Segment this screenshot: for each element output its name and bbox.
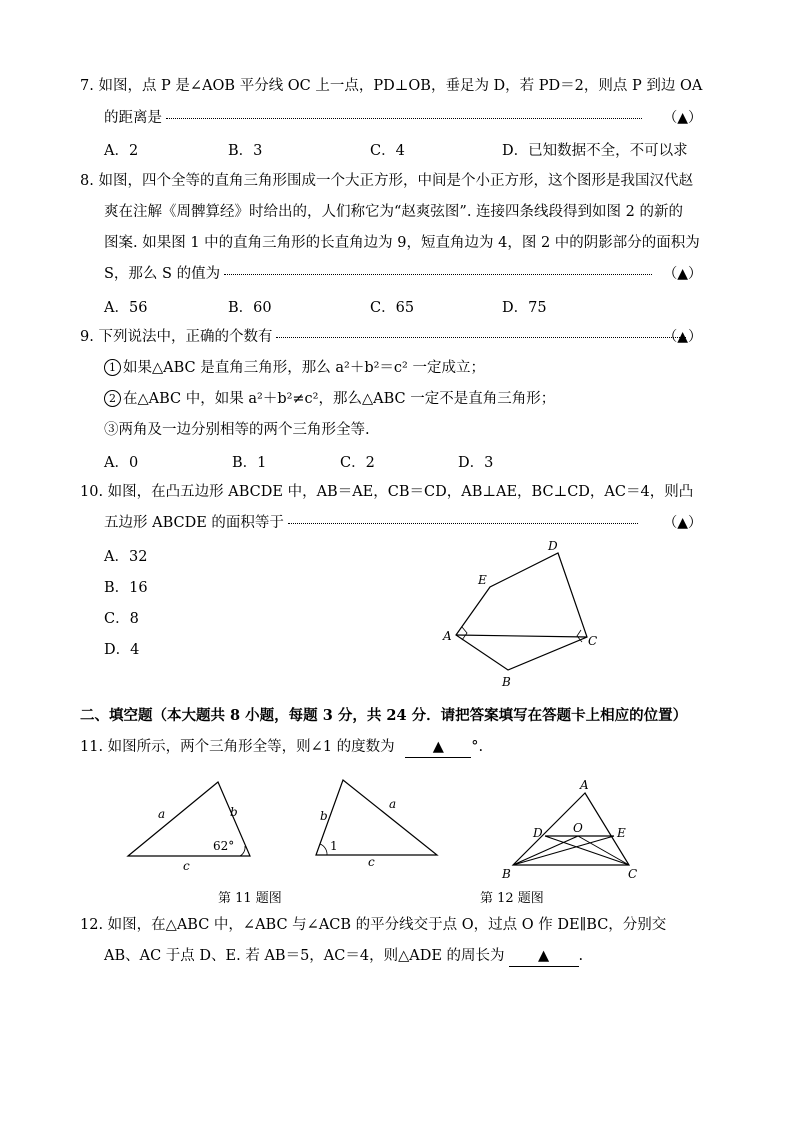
q9-line1-text: 9. 下列说法中，正确的个数有 xyxy=(80,329,273,345)
label-e: E xyxy=(478,573,487,587)
tri2-label-b: b xyxy=(320,809,328,823)
q12-label-d: D xyxy=(533,826,543,840)
q10-line1: 10. 如图，在凸五边形 ABCDE 中，AB＝AE，CB＝CD，AB⊥AE，BC⊥CD，AC＝4，则凸 xyxy=(80,484,694,500)
label-a: A xyxy=(443,629,452,643)
q12-line2 xyxy=(104,946,583,967)
label-c: C xyxy=(588,634,598,648)
angle-arc-1 xyxy=(320,844,327,855)
q8-line3: 图案. 如果图 1 中的直角三角形的长直角边为 9，短直角边为 4，图 2 中的阴影部分的面积为 xyxy=(104,235,700,251)
q12-segment-dc xyxy=(545,836,629,865)
q8-line4-text: S，那么 S 的值为 xyxy=(104,266,221,282)
angle-arc-62 xyxy=(240,846,245,856)
tri1-label-c: c xyxy=(183,859,190,873)
q12-line1: 12. 如图，在△ABC 中，∠ABC 与∠ACB 的平分线交于点 O，过点 O 作 DE∥BC，分别交 xyxy=(80,917,667,933)
q12-label-a: A xyxy=(580,778,589,792)
label-b: B xyxy=(502,675,511,689)
q11-figure-caption: 第 11 题图 xyxy=(218,891,282,906)
q8-answer-mark: （▲） xyxy=(663,266,702,282)
q10-option-d: D．4 xyxy=(104,642,140,658)
q12-label-c: C xyxy=(628,867,638,881)
q7-option-b: B．3 xyxy=(228,143,263,159)
circled-number-2: 2 xyxy=(104,390,121,407)
tri2-label-a: a xyxy=(389,797,397,811)
q11-text-after: °. xyxy=(471,739,484,755)
q7-line2-text: 的距离是 xyxy=(104,110,162,126)
q8-line1: 8. 如图，四个全等的直角三角形围成一个大正方形，中间是个小正方形，这个图形是我国汉代赵 xyxy=(80,173,693,189)
circled-number-1: 1 xyxy=(104,359,121,376)
q8-option-d: D．75 xyxy=(502,300,547,316)
q8-line2: 爽在注解《周髀算经》时给出的，人们称它为“赵爽弦图”. 连接四条线段得到如图 2 的新的 xyxy=(104,204,683,220)
q12-line2-text: AB、AC 于点 D、E. 若 AB＝5，AC＝4，则△ADE 的周长为 xyxy=(104,948,505,964)
q8-option-b: B．60 xyxy=(228,300,272,316)
q12-label-o: O xyxy=(573,821,583,835)
q8-option-a: A．56 xyxy=(104,300,148,316)
q12-answer-blank: ▲ xyxy=(509,946,579,967)
q9-option-d: D．3 xyxy=(458,455,494,471)
q12-line2-end: . xyxy=(578,948,584,964)
q10-line2-text: 五边形 ABCDE 的面积等于 xyxy=(104,515,284,531)
q12-triangle-abc xyxy=(513,793,629,865)
q7-option-c: C．4 xyxy=(370,143,405,159)
label-d: D xyxy=(548,539,558,553)
q9-item1-text: 如果△ABC 是直角三角形，那么 a²＋b²＝c² 一定成立； xyxy=(123,360,485,376)
section-2-heading: 二、填空题（本大题共 8 小题，每题 3 分，共 24 分．请把答案填写在答题卡上相应的位置） xyxy=(80,707,688,724)
tri1-label-b: b xyxy=(230,805,238,819)
q10-answer-mark: （▲） xyxy=(663,515,702,531)
q12-label-e: E xyxy=(617,826,626,840)
tri1-label-a: a xyxy=(158,807,166,821)
q12-label-b: B xyxy=(502,867,511,881)
q7-line1: 7. 如图，点 P 是∠AOB 平分线 OC 上一点，PD⊥OB，垂足为 D，若 PD＝2，则点 P 到边 OA xyxy=(80,78,703,94)
q10-option-a: A．32 xyxy=(104,549,148,565)
q11-text: 11. 如图所示，两个三角形全等，则∠1 的度数为 xyxy=(80,739,395,755)
q7-option-d: D．已知数据不全，不可以求 xyxy=(502,143,688,159)
q12-segment-bo xyxy=(513,836,578,865)
tri1-angle-label: 62° xyxy=(213,839,235,853)
q9-option-c: C．2 xyxy=(340,455,375,471)
q10-option-c: C．8 xyxy=(104,611,139,627)
tri2-label-c: c xyxy=(368,855,375,869)
q9-option-b: B．1 xyxy=(232,455,267,471)
q7-answer-mark: （▲） xyxy=(663,110,702,126)
tri2-angle-label: 1 xyxy=(330,839,338,853)
q7-option-a: A．2 xyxy=(104,143,139,159)
q9-answer-mark: （▲） xyxy=(663,329,702,345)
q12-figure-caption: 第 12 题图 xyxy=(480,891,544,906)
q9-item2-text: 在△ABC 中，如果 a²＋b²≠c²，那么△ABC 一定不是直角三角形； xyxy=(123,391,556,407)
q9-option-a: A．0 xyxy=(104,455,139,471)
q10-option-b: B．16 xyxy=(104,580,148,596)
q11-answer-blank: ▲ xyxy=(405,737,471,758)
q9-item3: ③两角及一边分别相等的两个三角形全等. xyxy=(104,422,370,438)
q8-option-c: C．65 xyxy=(370,300,415,316)
